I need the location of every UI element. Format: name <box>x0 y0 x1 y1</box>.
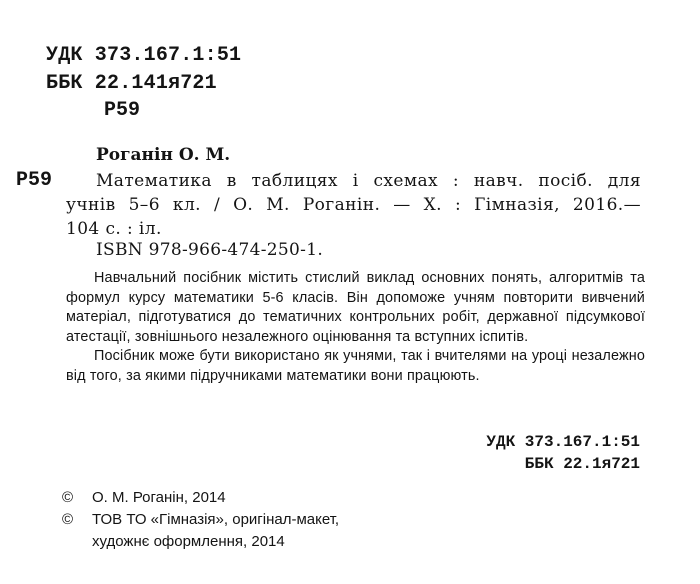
annotation-paragraph: Посібник може бути використано як учнями, так і вчителями на уроці незалежно від того, за якими підручниками математики вони працюють. <box>66 348 645 384</box>
card-author-code: Р59 <box>16 169 53 192</box>
bottom-bbk-code: ББК 22.1я721 <box>524 455 640 473</box>
annotation-paragraph: Навчальний посібник містить стислий виклад основних понять, алгоритмів та формул курсу математики 5-6 класів. Він допоможе учням повторити вивчений матеріал, підготуватися до тематичних контрольних робіт, державної підсумкової атестації, зовнішнього незалежного оцінювання та вступних іспитів. <box>66 270 645 345</box>
card-isbn: ISBN 978-966-474-250-1. <box>96 240 324 260</box>
copyright-symbol: © <box>62 489 74 506</box>
copyright-design: художнє оформлення, 2014 <box>92 533 285 550</box>
card-description-line: учнів 5–6 кл. / О. М. Роганін. — Х. : Гімназія, 2016.— <box>66 195 641 215</box>
copyright-publisher-text: ТОВ ТО «Гімназія», оригінал-макет, <box>92 511 340 528</box>
copyright-author-text: О. М. Роганін, 2014 <box>92 489 226 506</box>
card-description-line: 104 с. : іл. <box>66 219 162 239</box>
copyright-publisher <box>62 511 339 528</box>
top-bbk-code: ББК 22.141я721 <box>46 72 217 95</box>
copyright-author <box>62 489 226 506</box>
top-udk-code: УДК 373.167.1:51 <box>46 44 242 67</box>
annotation <box>66 269 645 386</box>
top-author-code: Р59 <box>104 99 141 122</box>
bottom-udk-code: УДК 373.167.1:51 <box>486 433 640 451</box>
card-description-line: Математика в таблицях і схемах : навч. посіб. для <box>96 171 641 191</box>
copyright-symbol: © <box>62 511 74 528</box>
card-author: Роганін О. М. <box>96 145 231 165</box>
